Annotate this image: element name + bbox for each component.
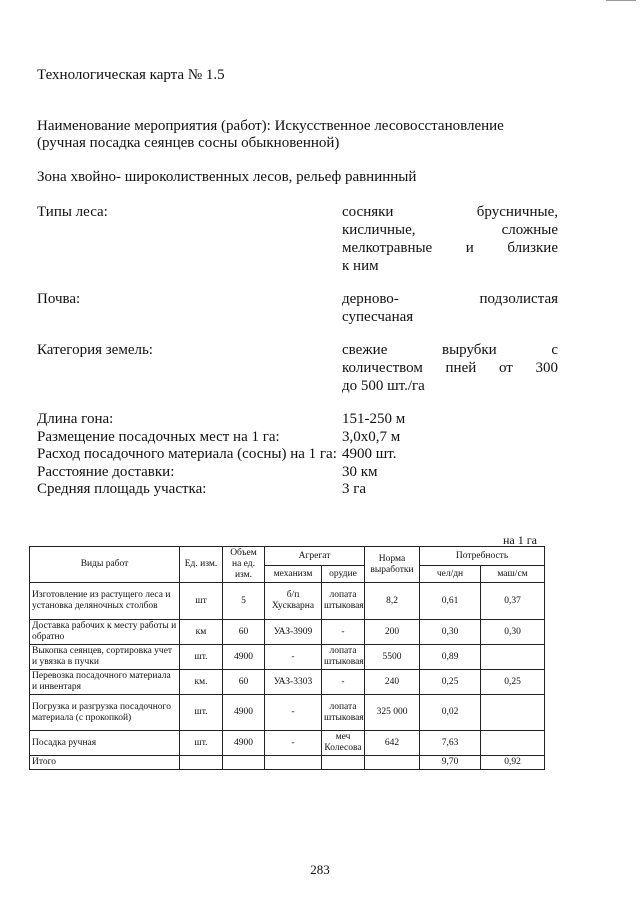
forest-types-line: кисличные, сложные [342,222,558,238]
cell-norm: 642 [365,731,420,756]
cell-volume: 5 [223,583,265,620]
cell-unit: шт [180,583,223,620]
cell-norm: 5500 [365,645,420,670]
soil-line: дерново- подзолистая [342,291,558,307]
cell-man-days: 0,25 [420,670,481,695]
cell-man-days: 7,63 [420,731,481,756]
param-value: 151-250 м [342,411,406,427]
cell-tool: - [322,670,365,695]
table-row [30,583,545,620]
scan-edge-mark [606,0,636,5]
page-number: 283 [310,862,330,877]
land-category-label: Категория земель: [37,342,153,358]
table-row [30,695,545,731]
param-value: 4900 шт. [342,446,397,462]
cell-tool: - [322,620,365,645]
forest-types-line: сосняки брусничные, [342,204,558,220]
cell-volume: 60 [223,620,265,645]
soil-line: супесчаная [342,309,414,325]
cell-volume: 4900 [223,695,265,731]
card-title: Технологическая карта № 1.5 [37,67,225,83]
header-norm: Норма выработки [365,547,420,583]
cell-machine-shifts: 0,25 [481,670,545,695]
table-row [30,645,545,670]
activity-name-line2: (ручная посадка сеянцев сосны обыкновенной) [37,135,340,151]
cell-tool: меч Колесова [322,731,365,756]
header-unit: Ед. изм. [180,547,223,583]
cell-man-days: 0,89 [420,645,481,670]
cell-mechanism: - [265,695,322,731]
cell-work: Посадка ручная [30,731,180,756]
cell-unit: шт. [180,731,223,756]
cell-tool: лопата штыковая [322,645,365,670]
land-category-line: количеством пней от 300 [342,360,558,376]
cell-mechanism: УАЗ-3909 [265,620,322,645]
land-category-line: свежие вырубки с [342,342,558,358]
cell-work: Доставка рабочих к месту работы и обратно [30,620,180,645]
cell-tool: лопата штыковая [322,695,365,731]
header-aggregate: Агрегат [265,547,365,566]
cell-mechanism: - [265,731,322,756]
cell-unit: шт. [180,645,223,670]
cell-work: Изготовление из растущего леса и установка деляночных столбов [30,583,180,620]
cell-unit: км [180,620,223,645]
cell-man-days: 0,02 [420,695,481,731]
header-machine-shifts: маш/см [481,566,545,583]
cell-total-machine-shifts: 0,92 [481,756,545,770]
table-unit-note: на 1 га [503,533,537,547]
table-total-row [30,756,545,770]
forest-types-line: мелкотравные и близкие [342,240,558,256]
param-label: Средняя площадь участка: [37,481,207,497]
header-mechanism: механизм [265,566,322,583]
cell-machine-shifts [481,645,545,670]
cell-mechanism: б/п Хускварна [265,583,322,620]
cell-unit: шт. [180,695,223,731]
cell-unit: км. [180,670,223,695]
table-row [30,670,545,695]
param-value: 30 км [342,464,378,480]
cell-mechanism: - [265,645,322,670]
cell-mechanism: УАЗ-3303 [265,670,322,695]
soil-label: Почва: [37,291,81,307]
cell-machine-shifts: 0,30 [481,620,545,645]
header-tool: орудие [322,566,365,583]
forest-types-line: к ним [342,258,379,274]
param-label: Длина гона: [37,411,114,427]
header-work-kind: Виды работ [30,547,180,583]
cell-volume: 4900 [223,645,265,670]
param-label: Размещение посадочных мест на 1 га: [37,429,280,445]
cell-norm: 240 [365,670,420,695]
forest-types-value [342,203,558,275]
param-label: Расстояние доставки: [37,464,175,480]
cell-volume: 4900 [223,731,265,756]
cell-work: Перевозка посадочного материала и инвентаря [30,670,180,695]
header-need: Потребность [420,547,545,566]
cell-norm: 8,2 [365,583,420,620]
cell-total-man-days: 9,70 [420,756,481,770]
zone-description: Зона хвойно- широколиственных лесов, рельеф равнинный [37,169,417,185]
cell-volume: 60 [223,670,265,695]
cell-machine-shifts: 0,37 [481,583,545,620]
header-man-days: чел/дн [420,566,481,583]
work-table [29,546,545,770]
cell-norm: 325 000 [365,695,420,731]
activity-name-line1: Наименование мероприятия (работ): Искусственное лесовосстановление [37,118,504,134]
land-category-line: до 500 шт./га [342,378,425,394]
cell-work: Выкопка сеянцев, сортировка учет и увязка в пучки [30,645,180,670]
cell-norm: 200 [365,620,420,645]
cell-man-days: 0,30 [420,620,481,645]
cell-man-days: 0,61 [420,583,481,620]
param-value: 3 га [342,481,367,497]
param-label: Расход посадочного материала (сосны) на 1 га: [37,446,337,462]
soil-value [342,290,558,326]
table-row [30,620,545,645]
cell-total-label: Итого [30,756,180,770]
cell-machine-shifts [481,695,545,731]
param-value: 3,0х0,7 м [342,429,401,445]
forest-types-label: Типы леса: [37,204,108,220]
cell-machine-shifts [481,731,545,756]
land-category-value [342,341,558,395]
table-row [30,731,545,756]
header-volume: Объем на ед. изм. [223,547,265,583]
cell-work: Погрузка и разгрузка посадочного материала (с прокопкой) [30,695,180,731]
cell-tool: лопата штыковая [322,583,365,620]
